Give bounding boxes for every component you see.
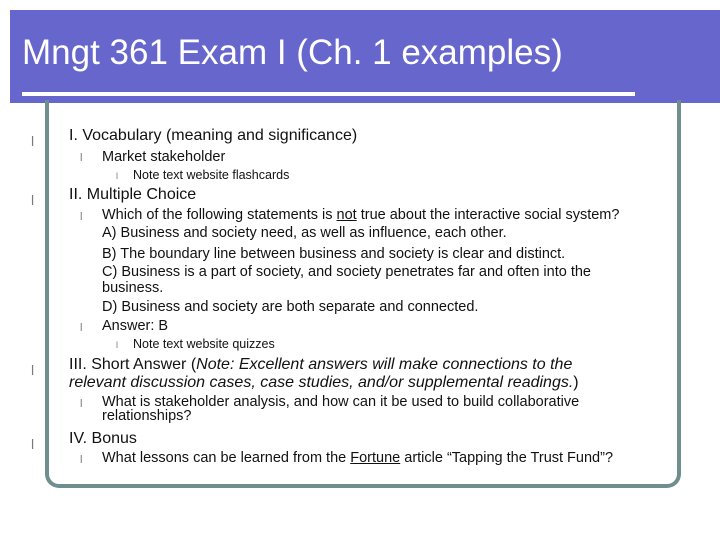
short-answer-item-continued: relationships? <box>102 408 192 424</box>
bonus-item <box>102 450 613 466</box>
bullet-icon: l <box>116 340 118 350</box>
mc-question <box>102 207 619 223</box>
bonus-item-post: article “Tapping the Trust Fund”? <box>400 450 614 466</box>
short-heading-note-continued: relevant discussion cases, case studies, and/or supplemental readings. <box>69 374 574 391</box>
bullet-icon: l <box>80 454 83 466</box>
bullet-icon: l <box>31 362 35 378</box>
short-heading-post: ) <box>573 374 579 391</box>
section-bonus-heading: IV. Bonus <box>69 430 137 447</box>
bullet-icon: l <box>116 171 118 181</box>
mc-question-emphasis: not <box>336 207 357 223</box>
mc-question-post: true about the interactive social system? <box>356 207 620 223</box>
mc-option-c: C) Business is a part of society, and society penetrates far and often into the <box>102 264 591 280</box>
bonus-item-pre: What lessons can be learned from the <box>102 450 351 466</box>
short-heading-pre: III. Short Answer ( <box>69 356 197 373</box>
slide-title: Mngt 361 Exam I (Ch. 1 examples) <box>22 33 563 72</box>
short-answer-item: What is stakeholder analysis, and how can it be used to build collaborative <box>102 394 580 410</box>
vocab-item: Market stakeholder <box>102 149 226 165</box>
bullet-icon: l <box>31 133 35 149</box>
bullet-icon: l <box>80 152 83 164</box>
short-heading-note: Note: Excellent answers will make connections to the <box>196 356 573 373</box>
section-short-answer-heading <box>69 356 572 374</box>
title-underline <box>22 92 635 96</box>
mc-option-a: A) Business and society need, as well as influence, each other. <box>102 225 507 241</box>
bullet-icon: l <box>80 398 83 410</box>
vocab-note: Note text website flashcards <box>133 168 290 182</box>
mc-answer: Answer: B <box>102 318 169 334</box>
mc-note: Note text website quizzes <box>133 337 275 351</box>
bullet-icon: l <box>31 192 35 208</box>
bonus-item-publication: Fortune <box>350 450 401 466</box>
bullet-icon: l <box>80 211 83 223</box>
section-vocabulary-heading: I. Vocabulary (meaning and significance) <box>69 127 358 144</box>
mc-option-c-continued: business. <box>102 280 164 296</box>
mc-option-d: D) Business and society are both separate and connected. <box>102 299 479 315</box>
bullet-icon: l <box>31 436 35 452</box>
mc-option-b: B) The boundary line between business and society is clear and distinct. <box>102 246 566 262</box>
mc-question-pre: Which of the following statements is <box>102 207 337 223</box>
section-multiple-choice-heading: II. Multiple Choice <box>69 186 197 203</box>
section-short-answer-heading-continued <box>69 374 579 392</box>
bullet-icon: l <box>80 322 83 334</box>
